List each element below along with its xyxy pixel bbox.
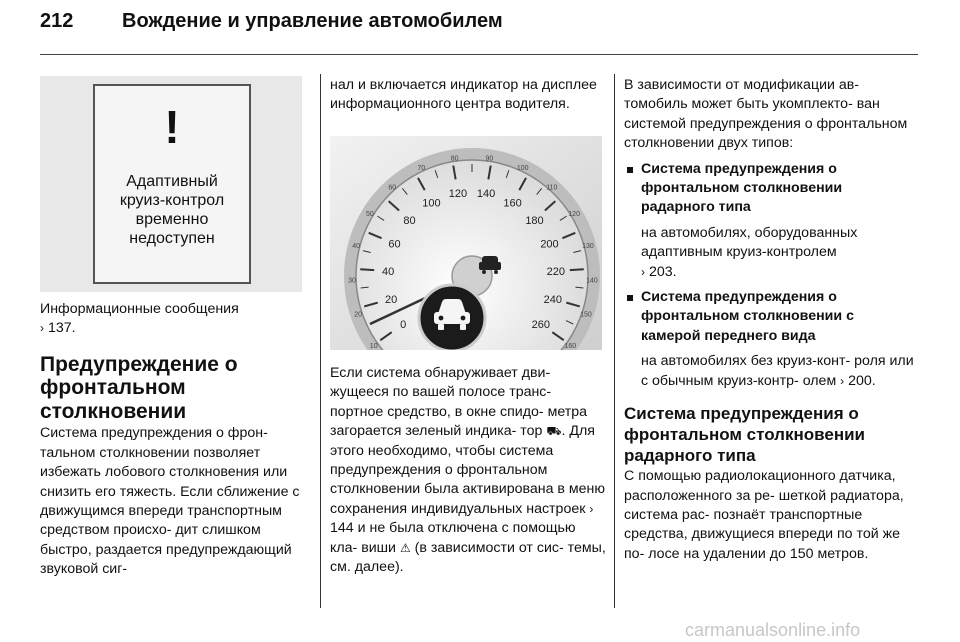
mph-label: 150	[580, 311, 592, 319]
gauge-tick	[570, 269, 584, 270]
page-title: Вождение и управление автомобилем	[122, 10, 503, 32]
warning-exclamation-icon: !	[164, 101, 180, 153]
gauge-tick	[360, 269, 374, 270]
speed-label: 120	[448, 188, 468, 201]
column-divider-1	[320, 74, 321, 608]
speed-label: 260	[531, 319, 550, 332]
message-line: временно	[135, 211, 209, 228]
speed-label: 240	[543, 293, 563, 306]
speed-label: 80	[403, 214, 416, 227]
watermark: carmanualsonline.info	[685, 620, 861, 640]
mph-label: 70	[417, 165, 426, 173]
bullet-square-icon	[627, 295, 633, 301]
speed-label: 0	[400, 319, 407, 332]
mph-label: 20	[354, 311, 362, 319]
page-header	[40, 10, 503, 33]
mph-label: 110	[546, 184, 558, 192]
indicator-paragraph: Если система обнаруживает дви- жущееся по вашей полосе транс- портное средство, в окне спидо- метра загорается зеленый индика- тор ⛟. Для этого необходимо, чтобы система предупреждения о фронтальном столкновении была активирована в меню сохранения индивидуальных настроек › 144 и не была отключена с помощью кла- виши ⚠ (в зависимости от сис- темы, см. далее).	[330, 365, 606, 576]
mph-label: 30	[348, 277, 356, 285]
bullet-square-icon	[627, 167, 633, 173]
page-number: 212	[40, 10, 74, 32]
mph-label: 40	[352, 242, 360, 250]
column-2	[330, 76, 606, 115]
page-ref-arrow-icon: ›	[589, 501, 594, 516]
list-item: Система предупреждения о фронтальном столкновении с камерой переднего вида	[624, 288, 914, 346]
display-message-text	[95, 172, 249, 248]
mph-label: 60	[388, 184, 397, 192]
mph-label: 160	[564, 342, 577, 350]
speed-label: 100	[422, 197, 441, 210]
list-item: Система предупреждения о фронтальном столкновении радарного типа	[624, 160, 914, 218]
page-ref-arrow-icon: ›	[641, 264, 645, 279]
display-message-figure	[40, 76, 302, 292]
mph-label: 80	[450, 155, 459, 163]
message-line: недоступен	[129, 230, 215, 247]
mph-label: 140	[586, 277, 598, 285]
settings-ref-page[interactable]: 144	[330, 520, 354, 537]
vehicle-ahead-inline-icon: ⛟	[546, 424, 562, 439]
column-2-body	[330, 364, 606, 577]
continued-text: нал и включается индикатор на дисплее информационного центра водителя.	[330, 77, 597, 113]
message-line: круиз-контрол	[119, 192, 225, 209]
mph-label: 10	[369, 342, 378, 350]
intro-paragraph: В зависимости от модификации ав- томобиль может быть укомплекто- ван системой предупреждения о фронтальном столкновении двух типов:	[624, 77, 908, 152]
acc-ref-page[interactable]: 203.	[648, 263, 677, 280]
speed-label: 160	[503, 197, 522, 210]
list-item-text: на автомобилях, оборудованных адаптивным круиз-контролем › 203.	[641, 224, 858, 280]
page-ref-arrow-icon: ›	[40, 321, 44, 336]
mph-label: 120	[568, 211, 580, 219]
cruise-ref-page[interactable]: 200.	[848, 372, 876, 389]
column-divider-2	[614, 74, 615, 608]
subsection-body: С помощью радиолокационного датчика, расположенного за ре- шеткой радиатора, система рас- познаёт транспортные средства, движущиеся впереди по той же по- лосе на удалении до 150 метров.	[624, 468, 904, 562]
mph-label: 100	[516, 165, 529, 173]
page-ref-arrow-icon: ›	[840, 373, 845, 388]
collision-alert-button-icon: ⚠	[399, 540, 411, 555]
speed-label: 20	[385, 293, 398, 306]
speed-label: 220	[546, 265, 566, 278]
speed-label: 140	[476, 188, 496, 201]
message-line: Адаптивный	[126, 173, 218, 190]
section-heading: Предупреждение о фронтальном столкновении	[40, 352, 238, 423]
display-frame	[93, 84, 251, 284]
speed-label: 60	[388, 238, 401, 251]
speed-label: 200	[540, 238, 559, 251]
list-item-text: на автомобилях без круиз-конт- роля или с обычным круиз-контр- олем › 200.	[641, 353, 914, 389]
speed-label: 40	[382, 265, 395, 278]
header-rule	[40, 54, 918, 55]
info-ref-page[interactable]: 137.	[47, 320, 76, 337]
section-body: Система предупреждения о фрон- тальном столкновении позволяет избежать лобового столкновения или снизить его тяжесть. Если сближение с движущимся впереди транспортным средством происхо- дит слишком быстро, раздается предупреждающий звуковой сиг-	[40, 425, 300, 578]
mph-label: 90	[485, 155, 494, 163]
column-3	[624, 76, 914, 564]
column-1	[40, 300, 308, 580]
info-messages-ref: Информационные сообщения › 137.	[40, 301, 239, 337]
mph-label: 130	[582, 242, 594, 250]
mph-label: 50	[365, 211, 374, 219]
subsection-heading: Система предупреждения о фронтальном столкновении радарного типа	[624, 404, 865, 466]
speedometer-figure	[330, 136, 602, 350]
speed-label: 180	[525, 214, 544, 227]
